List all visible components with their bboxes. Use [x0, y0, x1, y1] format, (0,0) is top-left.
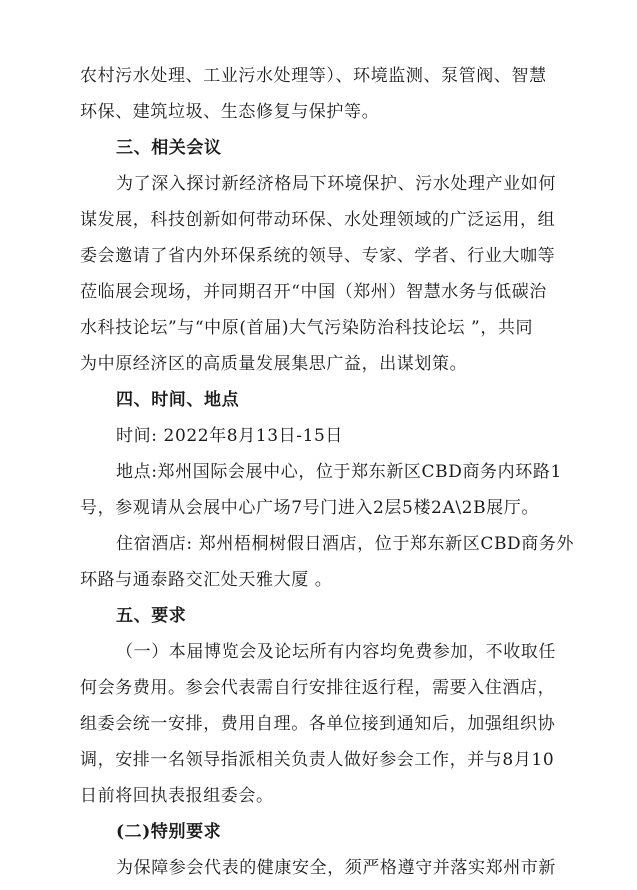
body-line: 为保障参会代表的健康安全，须严格遵守并落实郑州市新	[116, 858, 556, 878]
body-line: 莅临展会现场，并同期召开“中国（郑州）智慧水务与低碳治	[80, 282, 547, 302]
body-line: 组委会统一安排，费用自理。各单位接到通知后，加强组织协	[80, 714, 556, 734]
body-line: 水科技论坛”与“中原(首届)大气污染防治科技论坛 ”，共同	[80, 318, 534, 338]
body-line: 环路与通泰路交汇处天雅大厦 。	[80, 570, 333, 590]
body-line: 调，安排一名领导指派相关负责人做好参会工作，并与8月10	[80, 750, 555, 770]
time-line: 时间: 2022年8月13日-15日	[116, 426, 344, 446]
hotel-line: 住宿酒店: 郑州梧桐树假日酒店，位于郑东新区CBD商务外	[116, 534, 575, 554]
section-heading: 三、相关会议	[116, 138, 222, 158]
section-heading: 四、时间、地点	[116, 390, 240, 410]
subsection-heading: (二)特别要求	[116, 822, 222, 842]
section-heading: 五、要求	[116, 606, 187, 626]
body-line: 为了深入探讨新经济格局下环境保护、污水处理产业如何	[116, 174, 556, 194]
body-line: 为中原经济区的高质量发展集思广益，出谋划策。	[80, 354, 468, 374]
body-line: 号，参观请从会展中心广场7号门进入2层5楼2A\2B展厅。	[80, 498, 539, 518]
body-line: 何会务费用。参会代表需自行安排往返行程，需要入住酒店，	[80, 678, 556, 698]
body-line: 委会邀请了省内外环保系统的领导、专家、学者、行业大咖等	[80, 246, 556, 266]
body-line: 日前将回执表报组委会。	[80, 786, 274, 806]
body-line: 环保、建筑垃圾、生态修复与保护等。	[80, 102, 380, 122]
body-line: 谋发展，科技创新如何带动环保、水处理领域的广泛运用，组	[80, 210, 556, 230]
location-line: 地点:郑州国际会展中心，位于郑东新区CBD商务内环路1	[116, 462, 562, 482]
body-line: 农村污水处理、工业污水处理等）、环境监测、泵管阀、智慧	[80, 66, 547, 86]
body-line: （一）本届博览会及论坛所有内容均免费参加，不收取任	[116, 642, 556, 662]
